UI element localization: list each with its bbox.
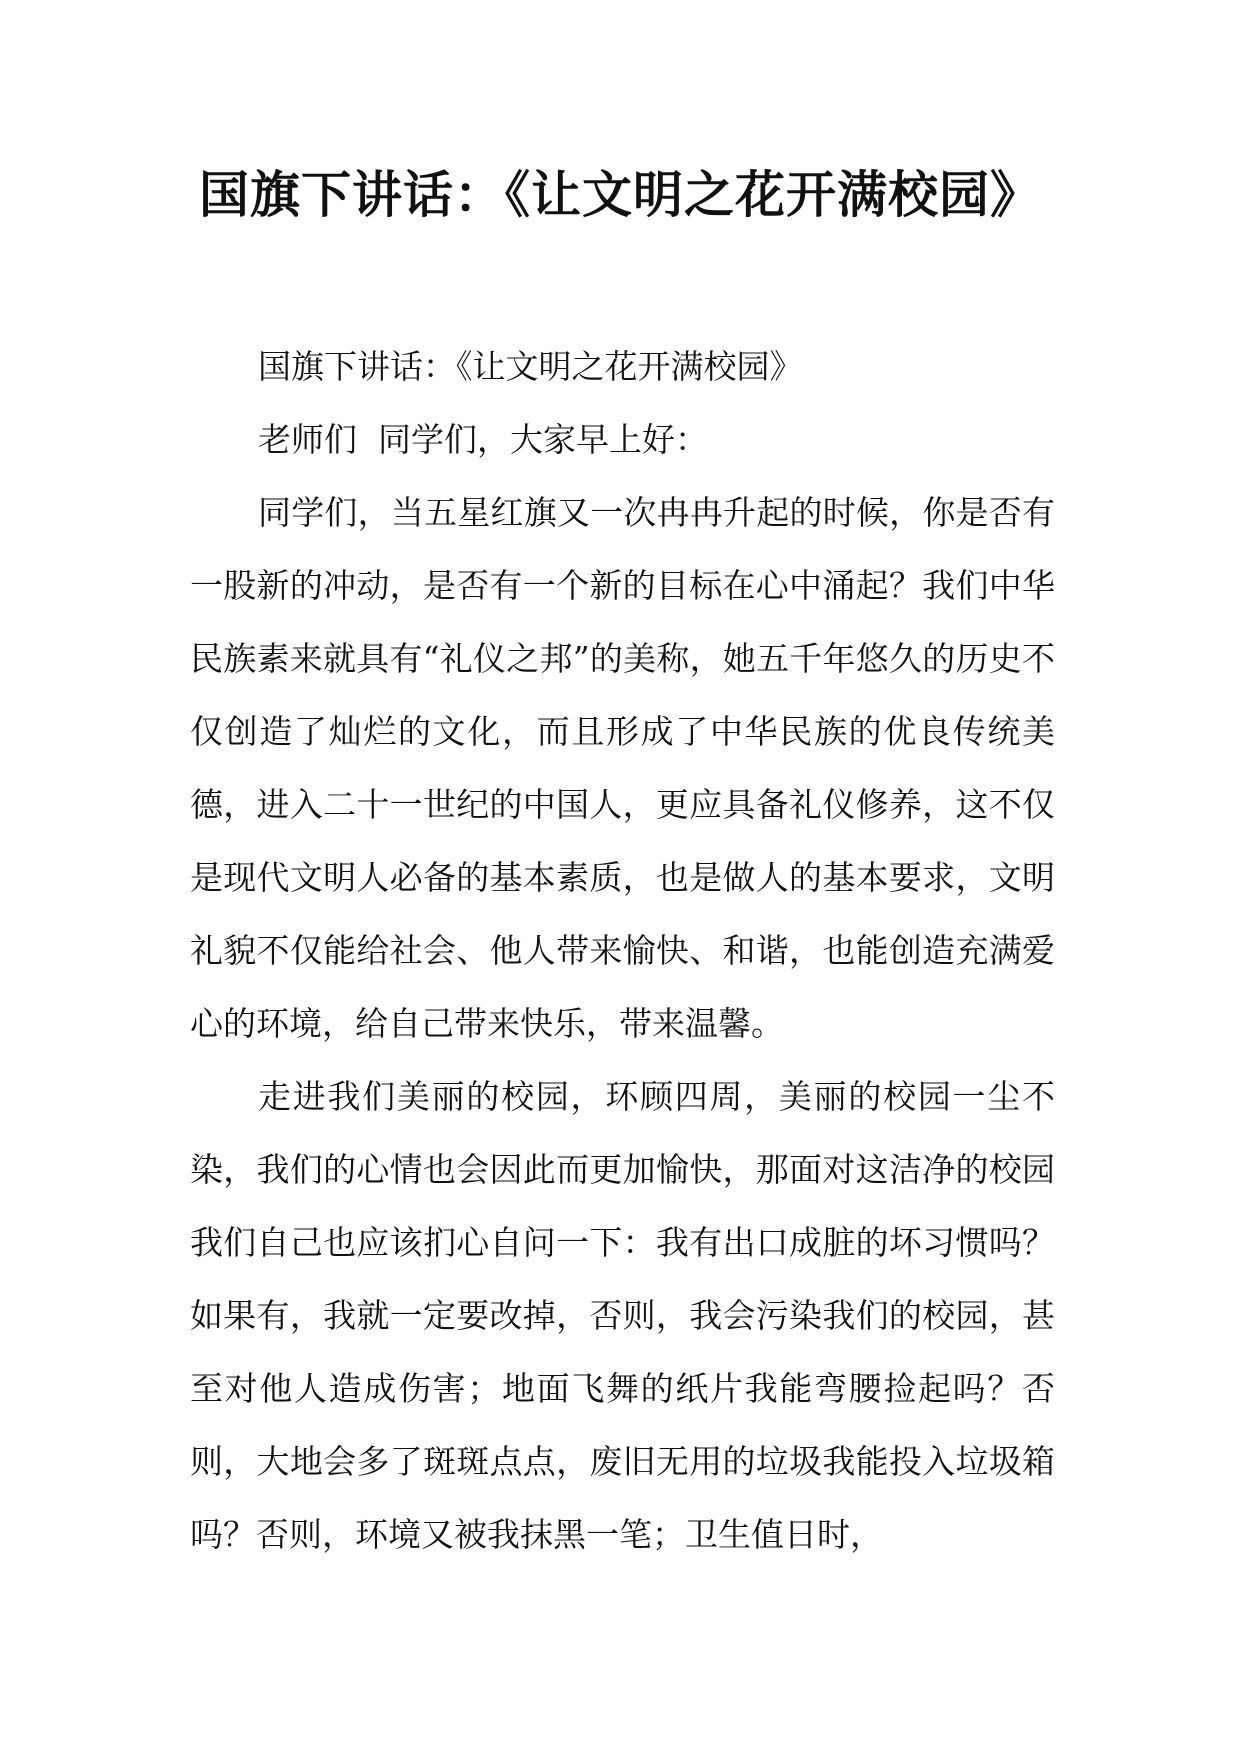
document-body	[190, 330, 1055, 1571]
paragraph-body: 走进我们美丽的校园，环顾四周，美丽的校园一尘不染，我们的心情也会因此而更加愉快，那面对这洁净的校园我们自己也应该扪心自问一下：我有出口成脏的坏习惯吗？如果有，我就一定要改掉，否则，我会污染我们的校园，甚至对他人造成伤害；地面飞舞的纸片我能弯腰捡起吗？否则，大地会多了斑斑点点，废旧无用的垃圾我能投入垃圾箱吗？否则，环境又被我抹黑一笔；卫生值日时，	[190, 1077, 1055, 1554]
paragraph-heading: 国旗下讲话：《让文明之花开满校园》	[258, 347, 803, 386]
paragraph-greeting: 老师们 同学们，大家早上好：	[258, 420, 708, 459]
document-title: 国旗下讲话：《让文明之花开满校园》	[199, 166, 1041, 224]
paragraph-body: 同学们，当五星红旗又一次冉冉升起的时候，你是否有一股新的冲动，是否有一个新的目标在心中涌起？我们中华民族素来就具有“礼仪之邦”的美称，她五千年悠久的历史不仅创造了灿烂的文化，而且形成了中华民族的优良传统美德，进入二十一世纪的中国人，更应具备礼仪修养，这不仅是现代文明人必备的基本素质，也是做人的基本要求，文明礼貌不仅能给社会、他人带来愉快、和谐，也能创造充满爱心的环境，给自己带来快乐，带来温馨。	[190, 493, 1055, 1043]
